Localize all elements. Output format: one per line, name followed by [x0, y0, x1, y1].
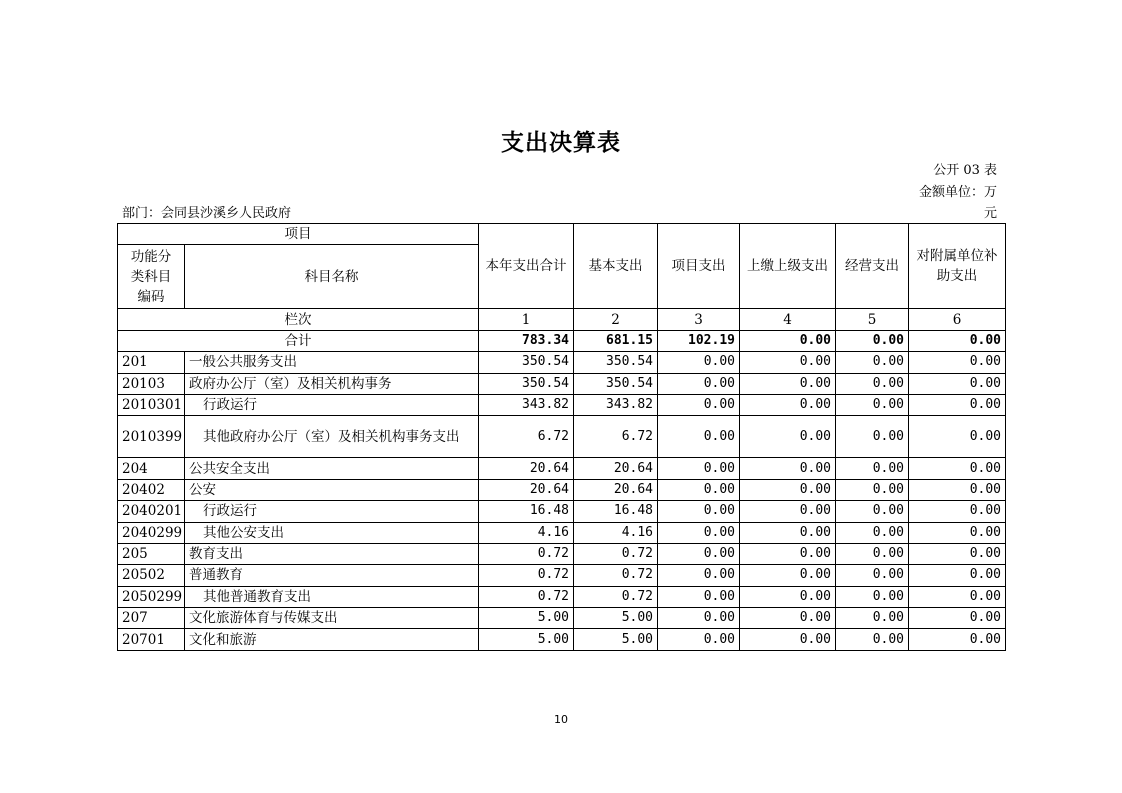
amount-cell: 4.16	[574, 522, 658, 543]
amount-cell: 0.00	[836, 543, 909, 564]
amount-cell: 0.00	[658, 543, 740, 564]
department-label: 部门：会同县沙溪乡人民政府	[122, 206, 292, 221]
amount-cell: 343.82	[479, 394, 574, 415]
amount-cell: 350.54	[479, 352, 574, 373]
amount-cell: 0.00	[658, 394, 740, 415]
amount-cell: 0.00	[740, 479, 836, 500]
total-value: 0.00	[909, 330, 1006, 351]
amount-cell: 0.00	[909, 608, 1006, 629]
table-row	[118, 373, 1006, 394]
amount-cell: 0.00	[909, 629, 1006, 650]
amount-cell: 350.54	[479, 373, 574, 394]
column-index-1: 1	[479, 309, 574, 330]
subject-name: 一般公共服务支出	[185, 352, 479, 373]
total-row	[118, 330, 1006, 351]
total-value: 102.19	[658, 330, 740, 351]
column-index-6: 6	[909, 309, 1006, 330]
column-index-2: 2	[574, 309, 658, 330]
amount-cell: 0.00	[658, 416, 740, 458]
amount-cell: 0.00	[740, 373, 836, 394]
amount-cell: 0.00	[836, 629, 909, 650]
amount-cell: 0.72	[574, 565, 658, 586]
amount-cell: 0.00	[658, 479, 740, 500]
amount-cell: 0.00	[658, 458, 740, 479]
subject-name: 公共安全支出	[185, 458, 479, 479]
amount-cell: 0.00	[909, 458, 1006, 479]
amount-cell: 0.00	[836, 458, 909, 479]
header-remit-superior: 上缴上级支出	[740, 224, 836, 309]
amount-cell: 350.54	[574, 352, 658, 373]
subject-code: 20502	[118, 565, 185, 586]
amount-cell: 0.00	[909, 565, 1006, 586]
amount-cell: 20.64	[479, 458, 574, 479]
header-code: 功能分类科目编码	[118, 245, 185, 309]
amount-cell: 6.72	[479, 416, 574, 458]
page-title: 支出决算表	[501, 130, 621, 156]
amount-cell: 0.00	[740, 629, 836, 650]
subject-code: 2010399	[118, 416, 185, 458]
amount-cell: 0.00	[836, 479, 909, 500]
amount-cell: 0.00	[740, 352, 836, 373]
amount-cell: 0.00	[658, 608, 740, 629]
expenditure-table	[117, 223, 1006, 651]
header-operating-expenditure: 经营支出	[836, 224, 909, 309]
amount-cell: 0.72	[479, 565, 574, 586]
amount-cell: 6.72	[574, 416, 658, 458]
amount-unit-label-wrap: 元	[983, 206, 997, 221]
amount-cell: 0.00	[740, 458, 836, 479]
header-item: 项目	[118, 224, 479, 245]
amount-cell: 0.00	[836, 608, 909, 629]
amount-cell: 0.00	[740, 608, 836, 629]
amount-cell: 5.00	[574, 608, 658, 629]
subject-name: 文化和旅游	[185, 629, 479, 650]
subject-code: 2040201	[118, 501, 185, 522]
amount-cell: 0.00	[836, 565, 909, 586]
subject-name: 教育支出	[185, 543, 479, 564]
amount-cell: 343.82	[574, 394, 658, 415]
total-value: 0.00	[836, 330, 909, 351]
table-row	[118, 608, 1006, 629]
amount-cell: 0.00	[740, 565, 836, 586]
header-subsidiary-subsidy: 对附属单位补助支出	[909, 224, 1006, 309]
amount-cell: 0.00	[658, 373, 740, 394]
table-row	[118, 416, 1006, 458]
page-number: 10	[554, 713, 568, 726]
subject-name: 其他普通教育支出	[185, 586, 479, 607]
amount-cell: 0.00	[909, 394, 1006, 415]
column-index-5: 5	[836, 309, 909, 330]
amount-cell: 0.00	[740, 501, 836, 522]
amount-cell: 0.00	[740, 522, 836, 543]
amount-cell: 0.00	[836, 373, 909, 394]
amount-cell: 5.00	[479, 608, 574, 629]
subject-code: 205	[118, 543, 185, 564]
subject-code: 20701	[118, 629, 185, 650]
table-row	[118, 629, 1006, 650]
amount-cell: 0.00	[909, 352, 1006, 373]
amount-cell: 0.00	[836, 394, 909, 415]
amount-cell: 20.64	[479, 479, 574, 500]
form-number: 公开 03 表	[933, 163, 997, 178]
amount-cell: 0.72	[574, 543, 658, 564]
column-index-label: 栏次	[118, 309, 479, 330]
amount-cell: 16.48	[479, 501, 574, 522]
column-index-row	[118, 309, 1006, 330]
subject-name: 其他政府办公厅（室）及相关机构事务支出	[185, 416, 479, 458]
subject-name: 其他公安支出	[185, 522, 479, 543]
amount-cell: 0.00	[836, 586, 909, 607]
amount-cell: 0.00	[909, 543, 1006, 564]
amount-cell: 0.00	[909, 479, 1006, 500]
table-row	[118, 479, 1006, 500]
amount-cell: 0.00	[658, 565, 740, 586]
table-row	[118, 394, 1006, 415]
amount-cell: 0.72	[479, 586, 574, 607]
column-index-3: 3	[658, 309, 740, 330]
amount-cell: 0.00	[836, 416, 909, 458]
subject-code: 207	[118, 608, 185, 629]
table-row	[118, 522, 1006, 543]
subject-code: 20103	[118, 373, 185, 394]
amount-cell: 16.48	[574, 501, 658, 522]
amount-cell: 0.00	[836, 352, 909, 373]
total-label: 合计	[118, 330, 479, 351]
amount-cell: 0.00	[909, 586, 1006, 607]
amount-cell: 0.00	[658, 522, 740, 543]
amount-cell: 0.00	[836, 522, 909, 543]
total-value: 0.00	[740, 330, 836, 351]
amount-cell: 0.00	[909, 501, 1006, 522]
subject-name: 行政运行	[185, 394, 479, 415]
table-row	[118, 352, 1006, 373]
amount-cell: 0.00	[740, 394, 836, 415]
amount-cell: 0.00	[658, 586, 740, 607]
subject-name: 政府办公厅（室）及相关机构事务	[185, 373, 479, 394]
subject-code: 20402	[118, 479, 185, 500]
amount-cell: 0.72	[574, 586, 658, 607]
table-row	[118, 565, 1006, 586]
amount-cell: 0.00	[909, 373, 1006, 394]
column-index-4: 4	[740, 309, 836, 330]
amount-cell: 0.00	[740, 416, 836, 458]
subject-code: 2050299	[118, 586, 185, 607]
subject-name: 文化旅游体育与传媒支出	[185, 608, 479, 629]
amount-cell: 20.64	[574, 479, 658, 500]
amount-cell: 0.00	[740, 543, 836, 564]
amount-cell: 20.64	[574, 458, 658, 479]
amount-cell: 0.72	[479, 543, 574, 564]
header-project-expenditure: 项目支出	[658, 224, 740, 309]
table-row	[118, 501, 1006, 522]
amount-cell: 5.00	[574, 629, 658, 650]
amount-cell: 0.00	[658, 352, 740, 373]
total-value: 783.34	[479, 330, 574, 351]
header-name: 科目名称	[185, 245, 479, 309]
subject-name: 公安	[185, 479, 479, 500]
amount-cell: 0.00	[909, 416, 1006, 458]
amount-cell: 350.54	[574, 373, 658, 394]
amount-cell: 0.00	[836, 501, 909, 522]
total-value: 681.15	[574, 330, 658, 351]
subject-code: 2010301	[118, 394, 185, 415]
header-basic-expenditure: 基本支出	[574, 224, 658, 309]
amount-cell: 0.00	[740, 586, 836, 607]
amount-cell: 0.00	[658, 629, 740, 650]
subject-name: 普通教育	[185, 565, 479, 586]
subject-name: 行政运行	[185, 501, 479, 522]
amount-cell: 0.00	[658, 501, 740, 522]
amount-cell: 5.00	[479, 629, 574, 650]
table-row	[118, 458, 1006, 479]
header-total-expenditure: 本年支出合计	[479, 224, 574, 309]
amount-cell: 0.00	[909, 522, 1006, 543]
table-row	[118, 586, 1006, 607]
subject-code: 2040299	[118, 522, 185, 543]
subject-code: 201	[118, 352, 185, 373]
header-row-item	[118, 224, 1006, 245]
subject-code: 204	[118, 458, 185, 479]
amount-unit-label: 金额单位：万	[918, 185, 997, 200]
amount-cell: 4.16	[479, 522, 574, 543]
table-row	[118, 543, 1006, 564]
